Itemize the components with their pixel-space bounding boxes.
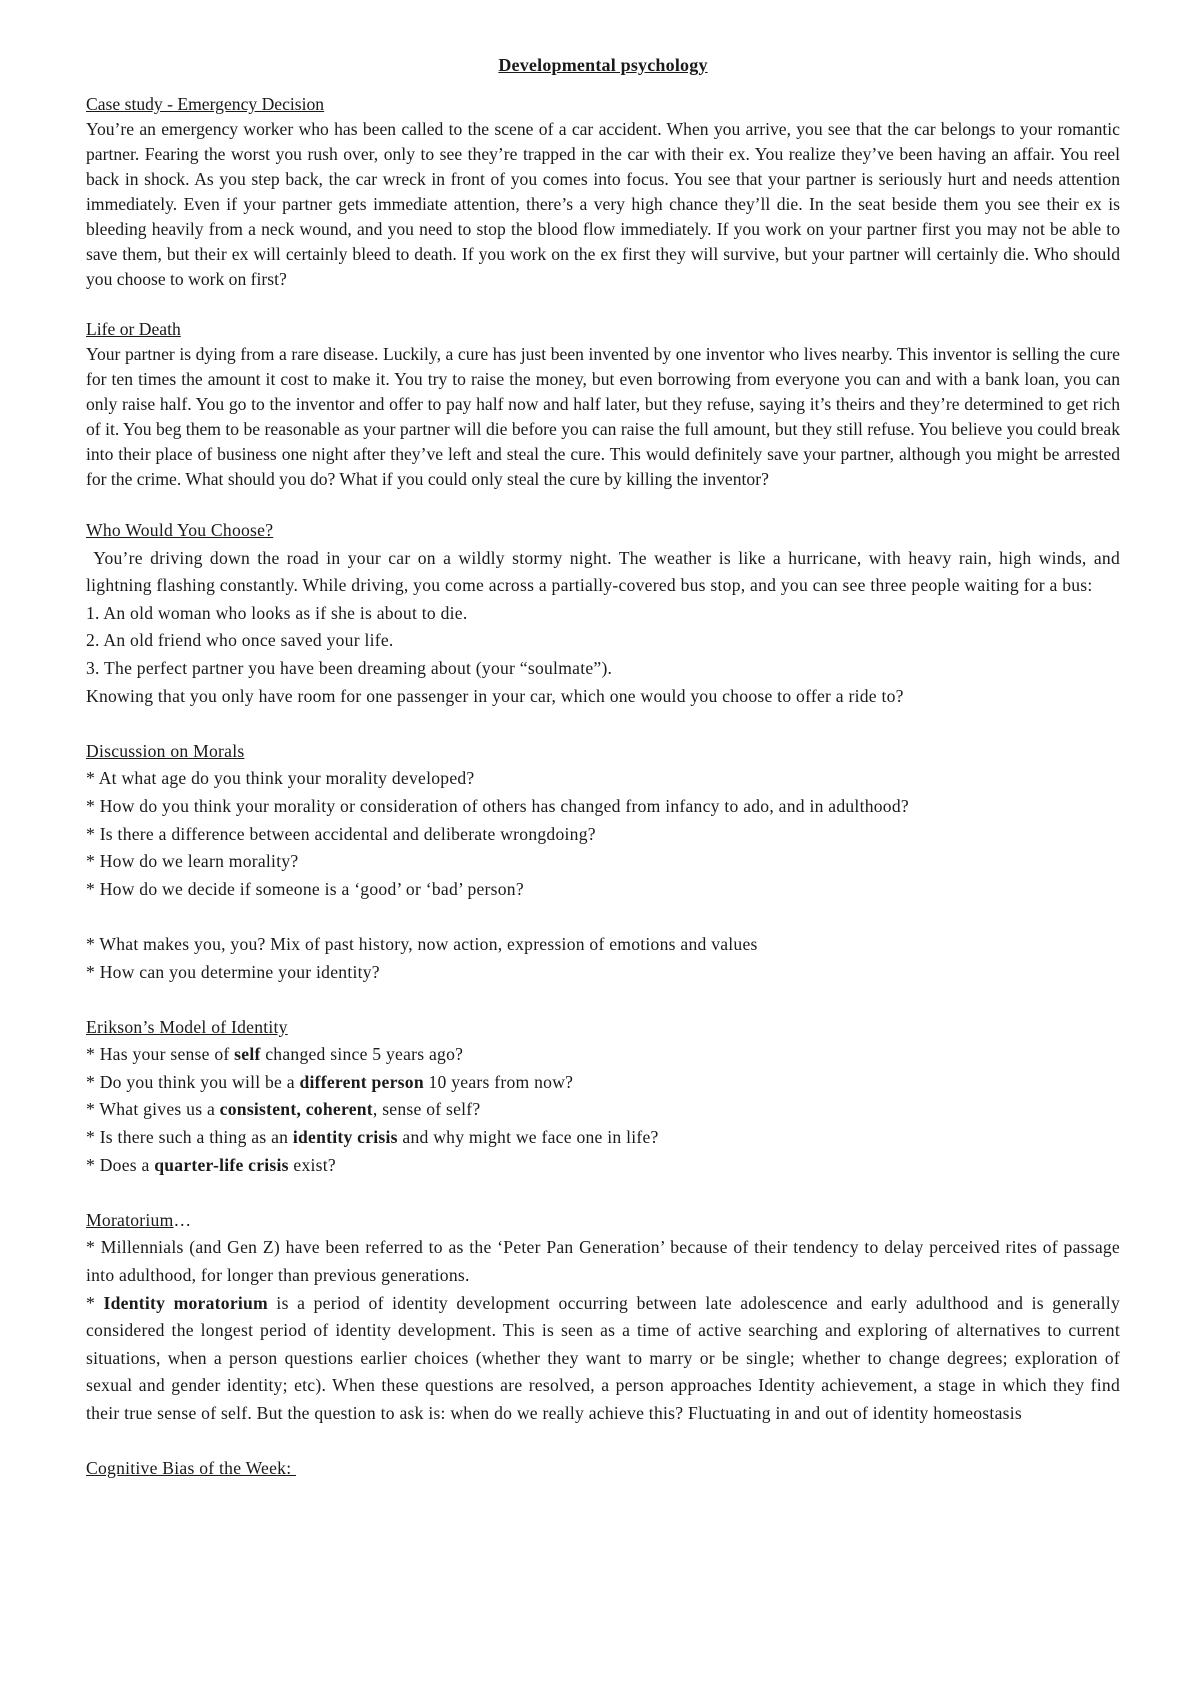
list-item: 1. An old woman who looks as if she is about to die.: [86, 602, 468, 623]
list-item: * Is there such a thing as an identity crisis and why might we face one in life?: [86, 1127, 659, 1148]
moratorium-section: [86, 1207, 1120, 1428]
who-would-you-choose-intro: You’re driving down the road in your car on a wildly stormy night. The weather is like a hurricane, with heavy rain, high winds, and lightning flashing constantly. While driving, you come across a partially-covered bus stop, and you can see three people waiting for a bus:: [86, 547, 1125, 596]
list-item: * Do you think you will be a different person 10 years from now?: [86, 1071, 574, 1092]
moratorium-heading-line: Moratorium…: [86, 1209, 192, 1230]
who-would-you-choose-question: Knowing that you only have room for one passenger in your car, which one would you choose to offer a ride to?: [86, 685, 904, 706]
list-item: * Does a quarter-life crisis exist?: [86, 1154, 336, 1175]
cognitive-bias-section: [86, 1455, 1120, 1483]
loose-section-block: [86, 517, 1125, 1483]
list-item: * How can you determine your identity?: [86, 961, 380, 982]
list-item: 3. The perfect partner you have been dreaming about (your “soulmate”).: [86, 657, 613, 678]
list-item: * What gives us a consistent, coherent, sense of self?: [86, 1099, 481, 1120]
case-study-heading: Case study - Emergency Decision: [86, 94, 325, 114]
list-item: * How do we decide if someone is a ‘good’ or ‘bad’ person?: [86, 878, 524, 899]
life-or-death-heading: Life or Death: [86, 319, 181, 339]
list-item: * How do you think your morality or consideration of others has changed from infancy to ado, and in adulthood?: [86, 795, 909, 816]
list-item: * What makes you, you? Mix of past history, now action, expression of emotions and values: [86, 933, 758, 954]
list-item: * How do we learn morality?: [86, 851, 299, 872]
life-or-death-body: Your partner is dying from a rare disease. Luckily, a cure has just been invented by one inventor who lives nearby. This inventor is selling the cure for ten times the amount it cost to make it. You try to raise the money, but even borrowing from everyone you can and with a bank loan, you can only raise half. You go to the inventor and offer to pay half now and half later, but they refuse, saying it’s theirs and they’re determined to get rich of it. You beg them to be reasonable as your partner will die before you can raise the full amount, but they still refuse. You believe you could break into their place of business one night after they’ve left and steal the cure. This would definitely save your partner, although you might be arrested for the crime. What should you do? What if you could only steal the cure by killing the inventor?: [86, 344, 1120, 489]
discussion-section: [86, 738, 1120, 986]
discussion-heading: Discussion on Morals: [86, 740, 245, 761]
document-title: Developmental psychology: [498, 55, 708, 75]
document-page: [86, 55, 1125, 1483]
list-item: * Has your sense of self changed since 5 years ago?: [86, 1044, 464, 1065]
who-would-you-choose-heading: Who Would You Choose?: [86, 520, 274, 540]
list-item: 2. An old friend who once saved your life.: [86, 630, 394, 651]
moratorium-paragraph-1: * Millennials (and Gen Z) have been referred to as the ‘Peter Pan Generation’ because of their tendency to delay perceived rites of passage into adulthood, for longer than previous generations.: [86, 1237, 1120, 1286]
case-study-section: [86, 92, 1120, 292]
moratorium-paragraph-2: * Identity moratorium is a period of identity development occurring between late adolescence and early adulthood and is generally considered the longest period of identity development. This is seen as a time of active searching and exploring of alternatives to current situations, when a person questions earlier choices (whether they want to marry or be single; whether to change degrees; exploration of sexual and gender identity; etc). When these questions are resolved, a person approaches Identity achievement, a stage in which they find their true sense of self. But the question to ask is: when do we really achieve this? Fluctuating in and out of identity homeostasis: [86, 1292, 1120, 1423]
moratorium-heading: Moratorium: [86, 1209, 174, 1230]
list-item: * At what age do you think your morality developed?: [86, 768, 475, 789]
cognitive-bias-heading: Cognitive Bias of the Week:: [86, 1458, 296, 1479]
life-or-death-section: [86, 317, 1120, 492]
erikson-section: [86, 1014, 1120, 1180]
who-would-you-choose-section: [86, 517, 1125, 710]
list-item: * Is there a difference between accidental and deliberate wrongdoing?: [86, 823, 596, 844]
erikson-heading: Erikson’s Model of Identity: [86, 1016, 288, 1037]
case-study-body: You’re an emergency worker who has been called to the scene of a car accident. When you arrive, you see that the car belongs to your romantic partner. Fearing the worst you rush over, only to see they’re trapped in the car with their ex. You realize they’ve been having an affair. You reel back in shock. As you step back, the car wreck in front of you comes into focus. You see that your partner is seriously hurt and needs attention immediately. Even if your partner gets immediate attention, there’s a very high chance they’ll die. In the seat beside them you see their ex is bleeding heavily from a neck wound, and you need to stop the blood flow immediately. If you work on your partner first you may not be able to save them, but their ex will certainly bleed to death. If you work on the ex first they will survive, but your partner will certainly die. Who should you choose to work on first?: [86, 119, 1120, 289]
